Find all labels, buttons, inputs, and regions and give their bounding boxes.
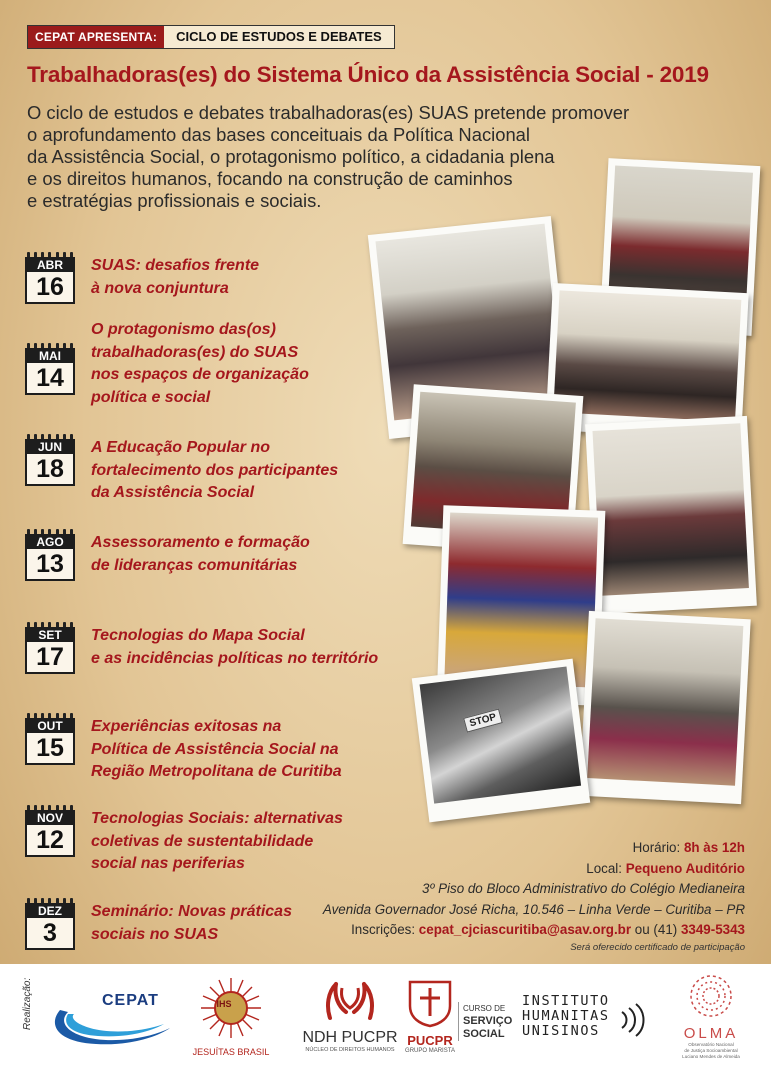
intro-line: e os direitos humanos, focando na construção de caminhos — [27, 168, 513, 189]
event-day: 16 — [25, 272, 75, 304]
tag-presenter: CEPAT APRESENTA: — [28, 26, 164, 48]
ihu-line: HUMANITAS — [522, 1008, 610, 1024]
event-line: e as incidências políticas no território — [91, 649, 379, 667]
photo-stop-sign — [412, 659, 590, 823]
pucpr-crest-icon — [406, 976, 454, 1028]
stop-sign-text: STOP — [463, 709, 503, 733]
olma-sub-line: Luciano Mendes de Almeida — [682, 1054, 740, 1059]
ihs-monogram: IHS — [216, 999, 232, 1009]
event-item — [25, 805, 343, 876]
event-month: AGO — [25, 534, 75, 549]
event-item — [25, 321, 309, 409]
realizacao-label: Realização: — [22, 977, 33, 1030]
cepat-logo — [46, 990, 176, 1054]
ndh-text: NDH PUCPR — [302, 1029, 398, 1046]
registration — [323, 920, 745, 941]
event-day: 17 — [25, 642, 75, 674]
event-month: DEZ — [25, 903, 75, 918]
event-line: Política de Assistência Social na — [91, 740, 339, 758]
event-day: 14 — [25, 363, 75, 395]
registration-email[interactable]: cepat_cjciascuritiba@asav.org.br — [418, 922, 632, 937]
event-line: social nas periferias — [91, 855, 245, 872]
intro-line: e estratégias profissionais e sociais. — [27, 190, 322, 211]
event-title — [91, 319, 309, 409]
location-value: Pequeno Auditório — [625, 860, 745, 876]
address-line-1: 3º Piso do Bloco Administrativo do Colégio Medianeira — [422, 881, 745, 896]
olma-sub-line: de Justiça Socioambiental — [684, 1048, 738, 1053]
event-line: à nova conjuntura — [91, 279, 229, 297]
event-title — [91, 716, 342, 784]
event-item — [25, 252, 259, 304]
event-line: Assessoramento e formação — [91, 534, 310, 551]
event-day: 12 — [25, 825, 75, 857]
address-line-2: Avenida Governador José Richa, 10.546 – Linha Verde – Curitiba – PR — [322, 901, 745, 917]
olma-sub-line: Observatório Nacional — [688, 1042, 734, 1047]
olma-subtitle — [670, 1042, 752, 1060]
event-line: trabalhadoras(es) do SUAS — [91, 343, 299, 361]
olma-text: OLMA — [683, 1025, 739, 1042]
location-label: Local: — [586, 860, 626, 876]
event-month: SET — [25, 627, 75, 642]
ndh-logo — [302, 978, 398, 1058]
event-title — [91, 625, 378, 670]
page-title: Trabalhadoras(es) do Sistema Único da Assistência Social - 2019 — [27, 62, 709, 87]
event-line: da Assistência Social — [91, 484, 255, 501]
event-line: de lideranças comunitárias — [91, 556, 298, 574]
registration-phone: 3349-5343 — [680, 922, 745, 937]
certificate-note: Será oferecido certificado de participação — [570, 942, 745, 953]
servico-social-logo — [458, 1002, 512, 1041]
event-item — [25, 434, 338, 505]
event-item — [25, 713, 342, 784]
event-line: Tecnologias Sociais: alternativas — [91, 810, 343, 827]
event-month: MAI — [25, 348, 75, 363]
photo-projection — [579, 611, 750, 804]
hands-icon — [320, 978, 380, 1022]
calendar-icon — [25, 805, 75, 857]
event-month: ABR — [25, 257, 75, 272]
event-day: 13 — [25, 549, 75, 581]
curso-line: SOCIAL — [463, 1028, 505, 1040]
pucpr-logo — [402, 976, 458, 1062]
olma-logo — [670, 972, 752, 1072]
calendar-icon — [25, 898, 75, 950]
event-line: política e social — [91, 388, 211, 406]
pucpr-text: PUCPR — [407, 1033, 453, 1048]
event-line: Seminário: Novas práticas — [91, 903, 292, 920]
event-line: Tecnologias do Mapa Social — [91, 627, 305, 644]
ihu-line: INSTITUTO — [522, 993, 610, 1009]
intro-text — [27, 102, 647, 212]
event-title — [91, 532, 310, 577]
event-line: A Educação Popular no — [91, 439, 270, 456]
photo-presenters — [585, 416, 757, 614]
ihu-logo — [522, 994, 652, 1044]
curso-line: CURSO DE — [463, 1004, 506, 1013]
phone-prefix: ou (41) — [631, 922, 681, 937]
calendar-icon — [25, 529, 75, 581]
ihu-line: UNISINOS — [522, 1023, 600, 1039]
calendar-icon — [25, 622, 75, 674]
pucpr-subtitle: GRUPO MARISTA — [405, 1048, 455, 1054]
event-title — [91, 255, 259, 300]
intro-line: da Assistência Social, o protagonismo político, a cidadania plena — [27, 146, 555, 167]
event-line: Experiências exitosas na — [91, 718, 282, 735]
event-item — [25, 898, 292, 950]
intro-line: o aprofundamento das bases conceituais da Política Nacional — [27, 124, 530, 145]
schedule — [323, 838, 745, 859]
schedule-label: Horário: — [632, 840, 684, 855]
ndh-subtitle: NÚCLEO DE DIREITOS HUMANOS — [305, 1047, 395, 1053]
calendar-icon — [25, 343, 75, 395]
event-day: 18 — [25, 454, 75, 486]
event-line: O protagonismo das(os) — [91, 321, 276, 338]
location — [323, 859, 745, 880]
event-line: Região Metropolitana de Curitiba — [91, 763, 342, 780]
header-tag — [27, 25, 395, 49]
schedule-value: 8h às 12h — [683, 840, 745, 855]
event-line: sociais no SUAS — [91, 925, 219, 943]
event-title — [91, 901, 292, 946]
event-day: 15 — [25, 733, 75, 765]
intro-line: O ciclo de estudos e debates trabalhadoras(es) SUAS pretende promover — [27, 102, 630, 123]
sound-waves-icon — [618, 1000, 650, 1040]
jesuitas-text: JESUÍTAS BRASIL — [192, 1047, 270, 1057]
event-line: fortalecimento dos participantes — [91, 461, 339, 479]
event-item — [25, 622, 378, 674]
calendar-icon — [25, 252, 75, 304]
olma-circle-icon — [687, 972, 735, 1020]
registration-label: Inscrições: — [351, 922, 419, 937]
calendar-icon — [25, 713, 75, 765]
event-month: OUT — [25, 718, 75, 733]
event-month: JUN — [25, 439, 75, 454]
event-title — [91, 808, 343, 876]
event-title — [91, 437, 338, 505]
event-day: 3 — [25, 918, 75, 950]
curso-line: SERVIÇO — [463, 1015, 513, 1027]
jesuitas-logo — [192, 976, 270, 1066]
cepat-logo-text: CEPAT — [102, 992, 159, 1009]
event-month: NOV — [25, 810, 75, 825]
event-line: nos espaços de organização — [91, 366, 309, 383]
event-line: coletivas de sustentabilidade — [91, 832, 314, 850]
event-info — [323, 838, 745, 941]
tag-series: CICLO DE ESTUDOS E DEBATES — [164, 26, 394, 48]
event-line: SUAS: desafios frente — [91, 257, 260, 274]
calendar-icon — [25, 434, 75, 486]
event-item — [25, 529, 310, 581]
